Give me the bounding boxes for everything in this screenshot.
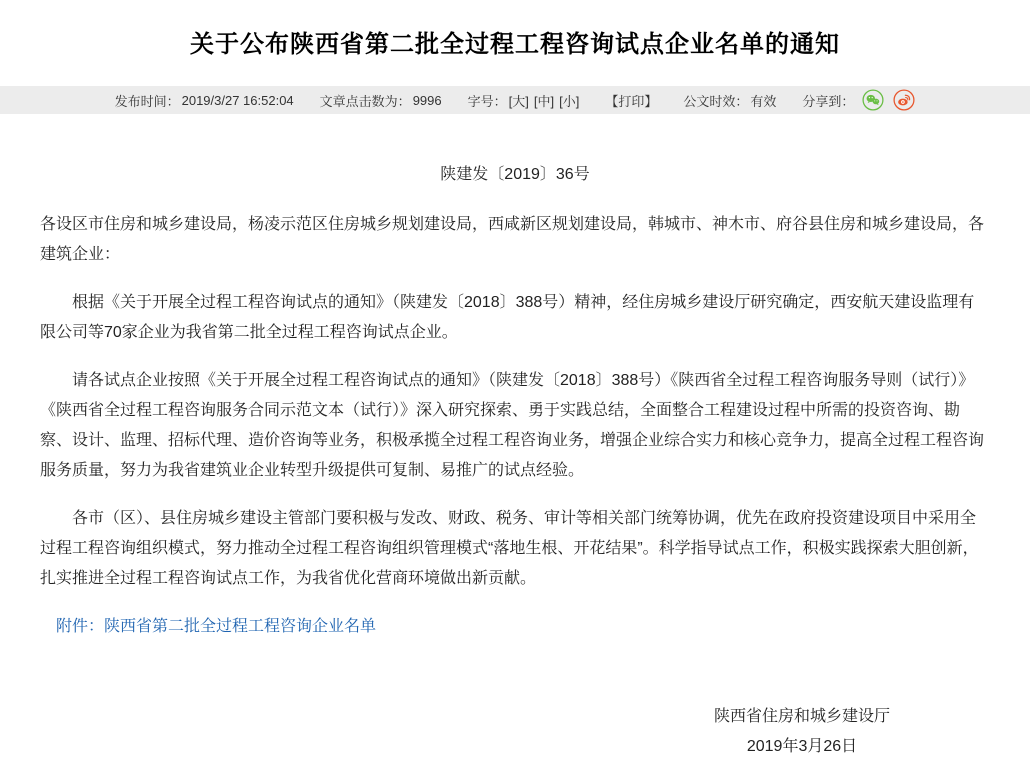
attachment-label: 附件： (56, 618, 105, 635)
print-button[interactable]: 【打印】 (605, 93, 658, 109)
hit-count (320, 91, 442, 110)
document-number: 陕建发〔2019〕36号 (440, 166, 590, 183)
signature (40, 702, 890, 762)
body-paragraph: 根据《关于开展全过程工程咨询试点的通知》（陕建发〔2018〕388号）精神，经住房城乡建设厅研究确定，西安航天建设监理有限公司等70家企业为我省第二批全过程工程咨询试点企业。 (40, 294, 975, 341)
font-size-large-button[interactable]: [大] (508, 93, 529, 109)
publish-time-value: 2019/3/27 16:52:04 (181, 92, 294, 108)
body-paragraph: 各市（区）、县住房城乡建设主管部门要积极与发改、财政、税务、审计等相关部门统筹协调，优先在政府投资建设项目中采用全过程工程咨询组织模式，努力推动全过程工程咨询组织管理模式“落地生根、开花结果”。科学指导试点工作，积极实践探索大胆创新，扎实推进全过程工程咨询试点工作，为我省优化营商环境做出新贡献。 (40, 510, 979, 587)
signature-date: 2019年3月26日 (746, 738, 858, 755)
body-paragraph: 请各试点企业按照《关于开展全过程工程咨询试点的通知》（陕建发〔2018〕388号）《陕西省全过程工程咨询服务导则（试行）》《陕西省全过程工程咨询服务合同示范文本（试行）》深入研究探索、勇于实践总结，全面整合工程建设过程中所需的投资咨询、勘察、设计、监理、招标代理、造价咨询等业务，积极承揽全过程工程咨询业务，增强企业综合实力和核心竞争力，提高全过程工程咨询服务质量，努力为我省建筑业企业转型升级提供可复制、易推广的试点经验。 (40, 372, 985, 479)
body-paragraph: 各设区市住房和城乡建设局，杨凌示范区住房城乡规划建设局，西咸新区规划建设局，韩城市、神木市、府谷县住房和城乡建设局，各建筑企业： (40, 216, 985, 263)
attachment-link[interactable]: 陕西省第二批全过程工程咨询企业名单 (104, 618, 377, 635)
publish-time (115, 91, 294, 110)
page-title: 关于公布陕西省第二批全过程工程咨询试点企业名单的通知 (190, 31, 840, 58)
article-body (0, 160, 1030, 762)
validity-value: 有效 (750, 93, 777, 109)
font-size-label: 字号： (467, 93, 507, 109)
attachment-line (40, 612, 990, 642)
validity-label: 公文时效： (683, 93, 749, 109)
font-size-control (468, 91, 580, 110)
font-size-small-button[interactable]: [小] (559, 93, 580, 109)
meta-bar (0, 86, 1030, 114)
hit-count-value: 9996 (412, 92, 442, 108)
wechat-share-icon[interactable] (862, 89, 884, 111)
font-size-medium-button[interactable]: [中] (533, 93, 555, 109)
hit-count-label: 文章点击数为： (319, 93, 411, 109)
weibo-share-icon[interactable] (893, 89, 915, 111)
signature-org: 陕西省住房和城乡建设厅 (713, 708, 890, 725)
publish-time-label: 发布时间： (114, 93, 180, 109)
share-label: 分享到： (802, 93, 855, 109)
share-controls (802, 89, 915, 111)
document-validity (683, 91, 776, 110)
